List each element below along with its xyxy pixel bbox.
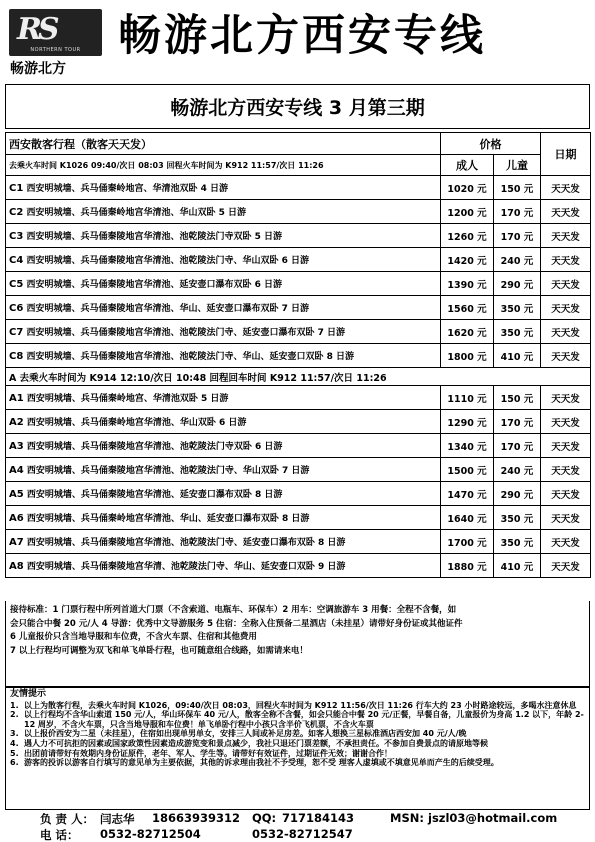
departure-date: 天天发 xyxy=(541,434,591,458)
msn-label: MSN: xyxy=(390,811,424,825)
route-code: C8 xyxy=(9,351,24,362)
departure-date: 天天发 xyxy=(541,506,591,530)
child-price: 350 元 xyxy=(494,320,541,344)
table-row xyxy=(6,530,591,554)
tip-number: 5. xyxy=(10,748,19,758)
banner-title: 畅游北方西安专线 xyxy=(118,11,486,61)
logo-mark: RS xyxy=(17,12,56,47)
route-code: A3 xyxy=(9,441,24,452)
route-code: C3 xyxy=(9,231,24,242)
departure-date: 天天发 xyxy=(541,272,591,296)
tip-number: 1. xyxy=(10,700,19,710)
section-title: 西安散客行程（散客天天发） xyxy=(6,133,441,155)
adult-price: 1390 元 xyxy=(441,272,494,296)
route-cell xyxy=(6,530,441,554)
adult-price: 1800 元 xyxy=(441,344,494,368)
contact-person: 闫志华 xyxy=(100,812,135,826)
route-cell xyxy=(6,176,441,200)
table-row xyxy=(6,506,591,530)
child-price: 350 元 xyxy=(494,296,541,320)
child-price: 290 元 xyxy=(494,272,541,296)
departure-date: 天天发 xyxy=(541,458,591,482)
tips-title: 友情提示 xyxy=(10,689,47,699)
qq-label: QQ: xyxy=(252,811,277,825)
route-cell xyxy=(6,320,441,344)
child-price: 410 元 xyxy=(494,344,541,368)
child-price: 240 元 xyxy=(494,458,541,482)
route-code: C2 xyxy=(9,207,24,218)
route-code: C1 xyxy=(9,183,24,194)
route-code: C6 xyxy=(9,303,24,314)
departure-date: 天天发 xyxy=(541,554,591,578)
child-price: 410 元 xyxy=(494,554,541,578)
departure-date: 天天发 xyxy=(541,530,591,554)
child-price: 240 元 xyxy=(494,248,541,272)
tip-number: 3. xyxy=(10,729,19,739)
route-code: A1 xyxy=(9,393,24,404)
tip-item xyxy=(10,729,585,739)
route-code: C5 xyxy=(9,279,24,290)
child-price: 150 元 xyxy=(494,176,541,200)
phone-number-1: 0532-82712504 xyxy=(100,827,201,841)
adult-price: 1200 元 xyxy=(441,200,494,224)
table-row xyxy=(6,176,591,200)
person-label: 负 责 人： xyxy=(40,812,95,826)
contact-info xyxy=(0,810,595,842)
route-cell xyxy=(6,434,441,458)
route-cell xyxy=(6,554,441,578)
date-header: 日期 xyxy=(541,133,591,176)
table-row xyxy=(6,320,591,344)
route-cell xyxy=(6,386,441,410)
table-row xyxy=(6,386,591,410)
child-price: 350 元 xyxy=(494,530,541,554)
table-row xyxy=(6,224,591,248)
route-text: 西安明城墙、兵马俑秦岭地宫华清池、华山、延安壶口瀑布双卧 8 日游 xyxy=(26,514,310,524)
table-header-row xyxy=(6,133,591,155)
tip-text: 游客的投诉以游客自行填写的意见单为主要依据，其他的诉求理由我社不予受理，恕不受 理客人虚填或不填意见单而产生的后续受理。 xyxy=(24,758,499,768)
child-price: 290 元 xyxy=(494,482,541,506)
route-code: A2 xyxy=(9,417,24,428)
route-text: 西安明城墙、兵马俑秦陵地宫华清池、池乾陵法门寺、华山双卧 7 日游 xyxy=(26,466,310,476)
route-text: 西安明城墙、兵马俑秦陵地宫华清池、延安壶口瀑布双卧 6 日游 xyxy=(26,280,282,290)
tip-item xyxy=(10,739,585,749)
route-cell xyxy=(6,482,441,506)
tip-number: 6. xyxy=(10,758,19,768)
route-text: 西安明城墙、兵马俑秦陵地宫华清池、华山、延安壶口瀑布双卧 7 日游 xyxy=(26,304,309,314)
route-cell xyxy=(6,296,441,320)
adult-price: 1640 元 xyxy=(441,506,494,530)
route-cell xyxy=(6,458,441,482)
child-price: 350 元 xyxy=(494,506,541,530)
route-text: 西安明城墙、兵马俑秦陵地宫华清池、池乾陵法门寺、华山双卧 6 日游 xyxy=(26,256,309,266)
route-cell xyxy=(6,248,441,272)
tip-item xyxy=(10,758,585,768)
departure-date: 天天发 xyxy=(541,176,591,200)
table-row xyxy=(6,554,591,578)
tip-item xyxy=(10,701,585,711)
departure-date: 天天发 xyxy=(541,320,591,344)
tip-text: 以上行程均不含华山索道 150 元/人，华山环保车 40 元/人，散客全称不含餐，如会只能合中餐 20 元/正餐，早餐自备，儿童报价为身高 1.2 以下，年龄 2-12 周岁，不含火车票，只含当地导服和车位费！单飞单卧行程中小孩只含半价飞机票，不含火车票 xyxy=(24,710,584,729)
route-text: 西安明城墙、兵马俑秦岭地宫、华清池双卧 4 日游 xyxy=(26,184,228,194)
adult-price: 1560 元 xyxy=(441,296,494,320)
note-line: 6 儿童报价只含当地导服和车位费，不含火车票、住宿和其他费用 xyxy=(10,632,257,642)
route-code: A8 xyxy=(9,561,24,572)
tip-number: 2. xyxy=(10,710,19,720)
tips-list xyxy=(10,701,585,768)
departure-date: 天天发 xyxy=(541,296,591,320)
adult-price: 1110 元 xyxy=(441,386,494,410)
table-row xyxy=(6,482,591,506)
mobile-number: 18663939312 xyxy=(152,811,241,825)
departure-date: 天天发 xyxy=(541,344,591,368)
note-line: 会只能合中餐 20 元/人 4 导游：优秀中文导游服务 5 住宿：全称入住预备二星酒店（未挂星）请带好身份证或其他证件 xyxy=(10,618,463,629)
issue-title-box xyxy=(5,84,590,129)
adult-price: 1620 元 xyxy=(441,320,494,344)
note-line: 接待标准：1 门票行程中所列首道大门票（不含索道、电瓶车、环保车）2 用车：空调旅游车 3 用餐：全程不含餐，如 xyxy=(10,605,457,615)
adult-price: 1260 元 xyxy=(441,224,494,248)
route-text: 西安明城墙、兵马俑秦陵地宫华清池、延安壶口瀑布双卧 8 日游 xyxy=(26,490,283,500)
route-text: 西安明城墙、兵马俑秦陵地宫华清、池乾陵法门寺、华山、延安壶口双卧 9 日游 xyxy=(26,562,346,572)
route-text: 西安明城墙、兵马俑秦岭地宫华清池、华山双卧 6 日游 xyxy=(26,418,247,428)
route-code: A4 xyxy=(9,465,24,476)
child-price: 170 元 xyxy=(494,434,541,458)
child-price: 170 元 xyxy=(494,224,541,248)
route-text: 西安明城墙、兵马俑秦陵地宫华清池、池乾陵法门寺、延安壶口瀑布双卧 8 日游 xyxy=(26,538,346,548)
route-code: C7 xyxy=(9,327,24,338)
phone-number-2: 0532-82712547 xyxy=(252,827,353,841)
departure-date: 天天发 xyxy=(541,200,591,224)
train-row xyxy=(6,368,591,386)
table-row xyxy=(6,200,591,224)
note-line: 7 以上行程均可调整为双飞和单飞单卧行程，也可随意组合线路，如需请来电！ xyxy=(10,645,308,656)
adult-price: 1290 元 xyxy=(441,410,494,434)
adult-header: 成人 xyxy=(441,155,494,176)
route-cell xyxy=(6,272,441,296)
departure-date: 天天发 xyxy=(541,386,591,410)
logo-subtitle: NORTHERN TOUR xyxy=(30,47,81,53)
route-text: 西安明城墙、兵马俑秦陵地宫华清池、池乾陵法门寺双卧 6 日游 xyxy=(26,442,283,452)
adult-price: 1340 元 xyxy=(441,434,494,458)
route-cell xyxy=(6,506,441,530)
child-header: 儿童 xyxy=(494,155,541,176)
route-code: C4 xyxy=(9,255,24,266)
route-code: A5 xyxy=(9,489,24,500)
tip-number: 4. xyxy=(10,738,19,748)
friendly-tips xyxy=(5,687,590,810)
itinerary-table-body xyxy=(6,133,591,578)
route-cell xyxy=(6,200,441,224)
itinerary-table xyxy=(5,132,591,578)
table-row xyxy=(6,410,591,434)
route-code: A7 xyxy=(9,537,24,548)
table-row xyxy=(6,344,591,368)
msn-address: jszl03@hotmail.com xyxy=(428,811,558,825)
departure-date: 天天发 xyxy=(541,482,591,506)
tip-item xyxy=(10,710,585,729)
route-text: 西安明城墙、兵马俑秦陵地宫华清池、池乾陵法门寺双卧 5 日游 xyxy=(26,232,282,242)
tip-item xyxy=(10,749,585,759)
child-price: 170 元 xyxy=(494,200,541,224)
adult-price: 1880 元 xyxy=(441,554,494,578)
qq-number: 717184143 xyxy=(282,811,355,825)
route-text: 西安明城墙、兵马俑秦岭地宫、华清池双卧 5 日游 xyxy=(26,394,229,404)
route-cell xyxy=(6,410,441,434)
table-row xyxy=(6,434,591,458)
issue-title: 畅游北方西安专线 3 月第三期 xyxy=(170,97,425,119)
table-row xyxy=(6,248,591,272)
route-code: A6 xyxy=(9,513,24,524)
child-price: 170 元 xyxy=(494,410,541,434)
phone-label: 电 话： xyxy=(40,828,79,842)
adult-price: 1700 元 xyxy=(441,530,494,554)
tip-text: 以上报价西安为二星（未挂星），住宿如出现单男单女，安排三人间或补足房差。如客人想换三星标准酒店西安加 40 元/人/晚 xyxy=(24,729,467,739)
route-text: 西安明城墙、兵马俑秦岭地宫华清池、华山双卧 5 日游 xyxy=(26,208,246,218)
company-logo xyxy=(9,9,102,56)
adult-price: 1420 元 xyxy=(441,248,494,272)
departure-date: 天天发 xyxy=(541,410,591,434)
route-cell xyxy=(6,224,441,248)
company-name: 畅游北方 xyxy=(10,61,66,77)
child-price: 150 元 xyxy=(494,386,541,410)
tip-text: 遇人力不可抗拒的因素或国家政策性因素造成游览变和景点减少，我社只退还门票差额，不承担责任。不参加自费景点的请原地等候 xyxy=(24,738,488,748)
page-header xyxy=(0,0,595,78)
train-schedule: 去乘火车时间 K1026 09:40/次日 08:03 回程火车时间为 K912 11:57/次日 11:26 xyxy=(6,155,441,176)
departure-date: 天天发 xyxy=(541,248,591,272)
table-row xyxy=(6,458,591,482)
tip-text: 以上为散客行程，去乘火车时间 K1026，09:40/次日 08:03，回程火车时间为 K912 11:56/次日 11:26 行车大约 23 小时路途较远，多喝水注意休息 xyxy=(24,700,577,710)
route-text: 西安明城墙、兵马俑秦陵地宫华清池、池乾陵法门寺、华山、延安壶口双卧 8 日游 xyxy=(26,352,354,362)
table-row xyxy=(6,296,591,320)
adult-price: 1470 元 xyxy=(441,482,494,506)
departure-date: 天天发 xyxy=(541,224,591,248)
service-standards xyxy=(5,601,590,687)
train-schedule: A 去乘火车时间为 K914 12:10/次日 10:48 回程回车时间 K912 11:57/次日 11:26 xyxy=(6,368,591,386)
route-cell xyxy=(6,344,441,368)
route-text: 西安明城墙、兵马俑秦陵地宫华清池、池乾陵法门寺、延安壶口瀑布双卧 7 日游 xyxy=(26,328,345,338)
table-row xyxy=(6,272,591,296)
adult-price: 1500 元 xyxy=(441,458,494,482)
price-header: 价格 xyxy=(441,133,541,155)
adult-price: 1020 元 xyxy=(441,176,494,200)
tip-text: 出团前请带好有效期内身份证原件，老年、军人、学生等。请带好有效证件，过期证件无效；谢谢合作！ xyxy=(24,748,392,758)
